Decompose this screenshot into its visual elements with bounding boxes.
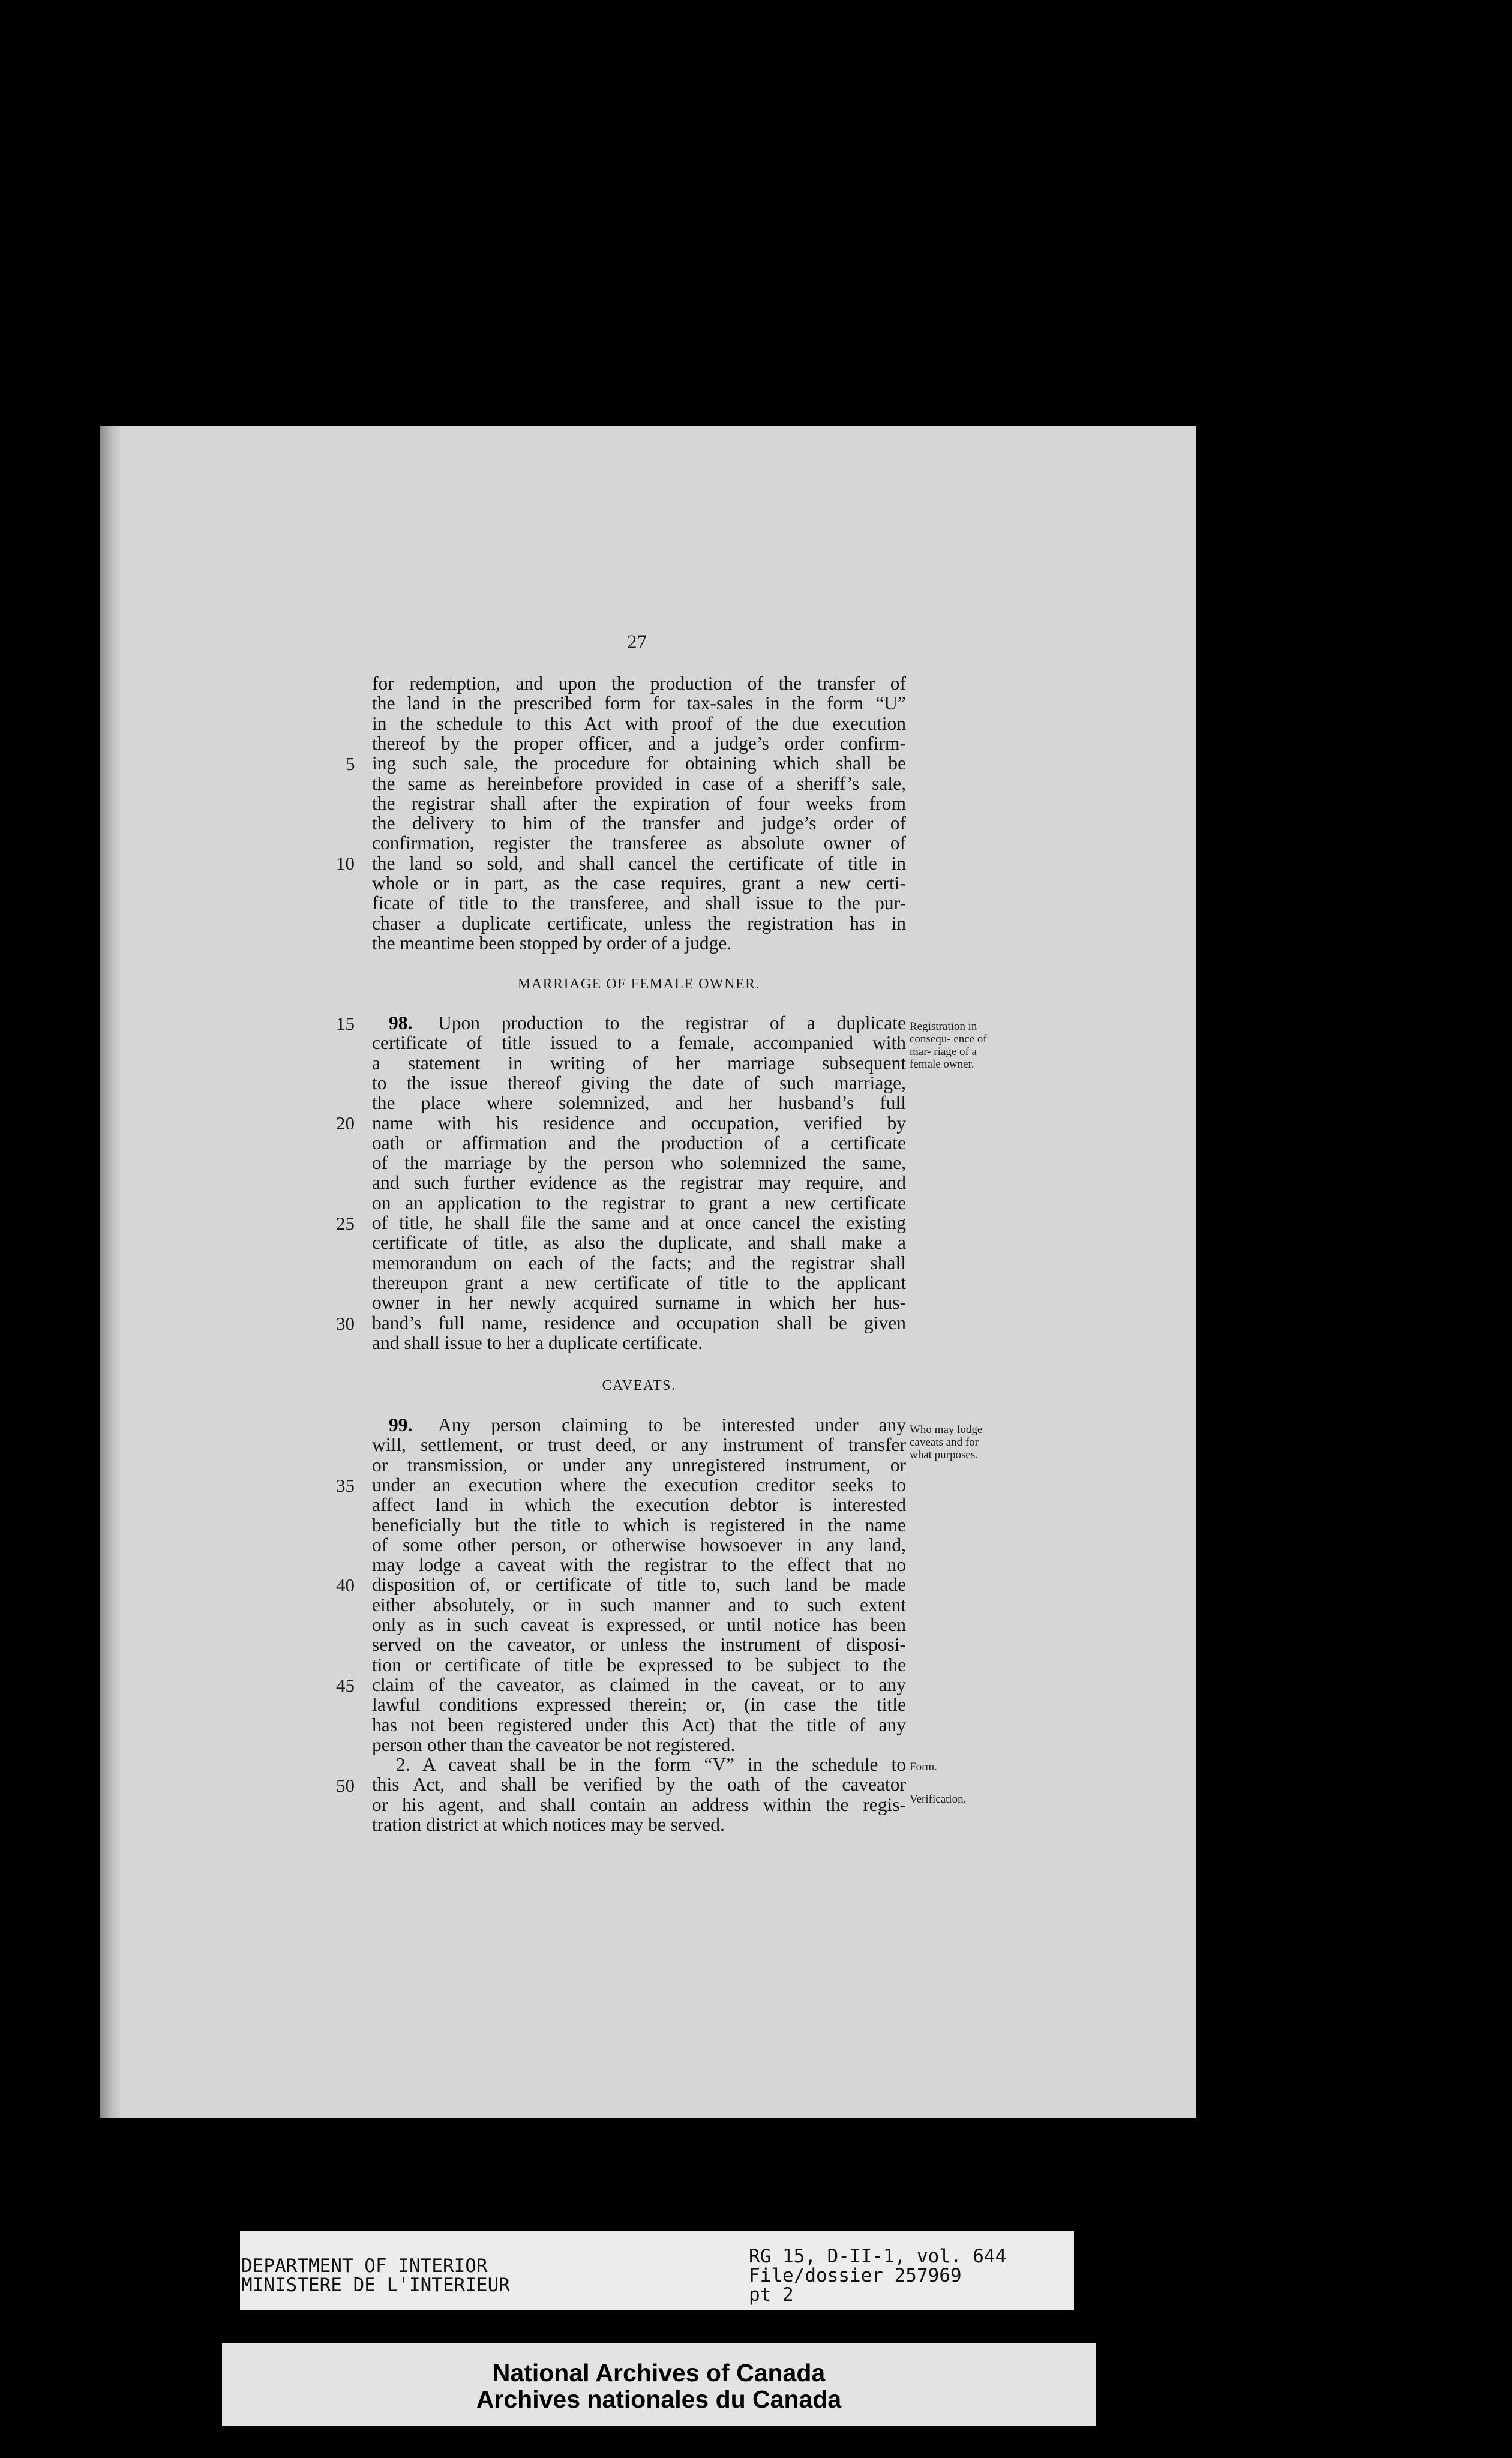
text-line: of title, he shall file the same and at once cancel the existing	[372, 1212, 906, 1233]
text-line: claim of the caveator, as claimed in the caveat, or to any	[372, 1674, 906, 1695]
text-line: owner in her newly acquired surname in which her hus-	[372, 1292, 906, 1314]
margin-note: Registration in consequ- ence of mar- riage of a female owner.	[910, 1020, 987, 1071]
margin-note: Who may lodge caveats and for what purposes.	[910, 1423, 983, 1461]
archive-reference-tag	[240, 2231, 1074, 2310]
text-line: has not been registered under this Act) that the title of any	[372, 1714, 906, 1735]
text-line: the delivery to him of the transfer and judge’s order of	[372, 813, 906, 834]
line-number: 5	[346, 753, 355, 774]
text-line: beneficially but the title to which is registered in the name	[372, 1514, 906, 1536]
line-number: 25	[336, 1213, 355, 1234]
text-line: whole or in part, as the case requires, grant a new certi-	[372, 873, 906, 894]
section-number: 99.	[389, 1414, 413, 1435]
line-number: 50	[336, 1775, 355, 1796]
file-reference	[749, 2247, 1006, 2304]
text-line: either absolutely, or in such manner and to such extent	[372, 1594, 906, 1615]
line-number: 45	[336, 1675, 355, 1696]
line-number: 40	[336, 1575, 355, 1596]
text-line: the land in the prescribed form for tax-sales in the form “U”	[372, 693, 906, 714]
file-part: pt 2	[749, 2284, 794, 2306]
text-line: band’s full name, residence and occupation shall be given	[372, 1312, 906, 1333]
file-number: File/dossier 257969	[749, 2265, 962, 2286]
text-line: under an execution where the execution creditor seeks to	[372, 1474, 906, 1495]
department-en: DEPARTMENT OF INTERIOR	[241, 2255, 488, 2277]
line-number: 10	[336, 853, 355, 874]
text-line: tion or certificate of title be expressed to be subject to the	[372, 1654, 906, 1675]
text-line: confirmation, register the transferee as absolute owner of	[372, 832, 906, 854]
text-line: this Act, and shall be verified by the oath of the caveator	[372, 1774, 906, 1795]
text-line: ing such sale, the procedure for obtaining which shall be	[372, 753, 906, 774]
section-heading: CAVEATS.	[602, 1378, 676, 1393]
section-heading: MARRIAGE OF FEMALE OWNER.	[517, 976, 761, 992]
text-line: thereupon grant a new certificate of title to the applicant	[372, 1272, 906, 1293]
page-number: 27	[627, 631, 647, 653]
text-line: the same as hereinbefore provided in case of a sheriff’s sale,	[372, 772, 906, 794]
text-line: disposition of, or certificate of title to, such land be made	[372, 1574, 906, 1596]
department-fr: MINISTERE DE L'INTERIEUR	[241, 2274, 510, 2296]
text-line: only as in such caveat is expressed, or until notice has been	[372, 1614, 906, 1635]
archive-name-en: National Archives of Canada	[492, 2359, 826, 2387]
text-line: of some other person, or otherwise howsoever in any land,	[372, 1534, 906, 1555]
text-line: the meantime been stopped by order of a judge.	[372, 932, 732, 954]
archive-banner	[222, 2343, 1096, 2426]
text-line: served on the caveator, or unless the instrument of disposi-	[372, 1634, 906, 1656]
margin-note: Verification.	[910, 1793, 967, 1806]
text-line: will, settlement, or trust deed, or any instrument of transfer	[372, 1434, 906, 1456]
text-line: lawful conditions expressed therein; or, (in case the title	[372, 1694, 906, 1716]
text-line: the place where solemnized, and her husband’s full	[372, 1092, 906, 1114]
line-number: 30	[336, 1313, 355, 1334]
line-number: 20	[336, 1113, 355, 1134]
text-line: and such further evidence as the registrar may require, and	[372, 1172, 906, 1194]
text-line: name with his residence and occupation, verified by	[372, 1112, 906, 1134]
text-line: Upon production to the registrar of a duplicate	[438, 1012, 906, 1033]
text-line: the land so sold, and shall cancel the certificate of title in	[372, 852, 906, 874]
text-line: or transmission, or under any unregistered instrument, or	[372, 1454, 906, 1476]
text-line: chaser a duplicate certificate, unless the registration has in	[372, 912, 906, 934]
text-line: certificate of title issued to a female, accompanied with	[372, 1032, 906, 1054]
text-line: affect land in which the execution debtor is interested	[372, 1494, 906, 1516]
text-line: ficate of title to the transferee, and shall issue to the pur-	[372, 892, 906, 914]
text-line: tration district at which notices may be served.	[372, 1814, 725, 1835]
record-group: RG 15, D-II-1, vol. 644	[749, 2246, 1007, 2267]
text-line: 2. A caveat shall be in the form “V” in the schedule to	[396, 1754, 906, 1776]
text-line: a statement in writing of her marriage subsequent	[372, 1052, 906, 1074]
page-binding-edge	[100, 426, 120, 2118]
margin-note: Form.	[910, 1761, 937, 1773]
line-number: 35	[336, 1475, 355, 1496]
text-line: in the schedule to this Act with proof of the due execution	[372, 712, 906, 734]
text-line: the registrar shall after the expiration of four weeks from	[372, 792, 906, 814]
text-line: thereof by the proper officer, and a judge’s order confirm-	[372, 732, 906, 754]
text-line: for redemption, and upon the production of the transfer of	[372, 673, 906, 694]
text-line: on an application to the registrar to grant a new certificate	[372, 1192, 906, 1213]
section-number: 98.	[389, 1012, 413, 1033]
text-line: may lodge a caveat with the registrar to the effect that no	[372, 1554, 906, 1576]
department-label	[241, 2256, 510, 2295]
text-line: Any person claiming to be interested under any	[438, 1414, 906, 1435]
text-line: oath or affirmation and the production of a certificate	[372, 1132, 906, 1153]
text-line: memorandum on each of the facts; and the registrar shall	[372, 1252, 906, 1273]
text-line: certificate of title, as also the duplicate, and shall make a	[372, 1232, 906, 1254]
text-line: and shall issue to her a duplicate certificate.	[372, 1332, 703, 1353]
text-line: person other than the caveator be not registered.	[372, 1734, 736, 1755]
line-number: 15	[336, 1013, 355, 1034]
text-line: to the issue thereof giving the date of such marriage,	[372, 1072, 906, 1093]
text-line: of the marriage by the person who solemnized the same,	[372, 1152, 906, 1174]
archive-name-fr: Archives nationales du Canada	[476, 2385, 842, 2413]
text-line: or his agent, and shall contain an address within the regis-	[372, 1794, 906, 1815]
